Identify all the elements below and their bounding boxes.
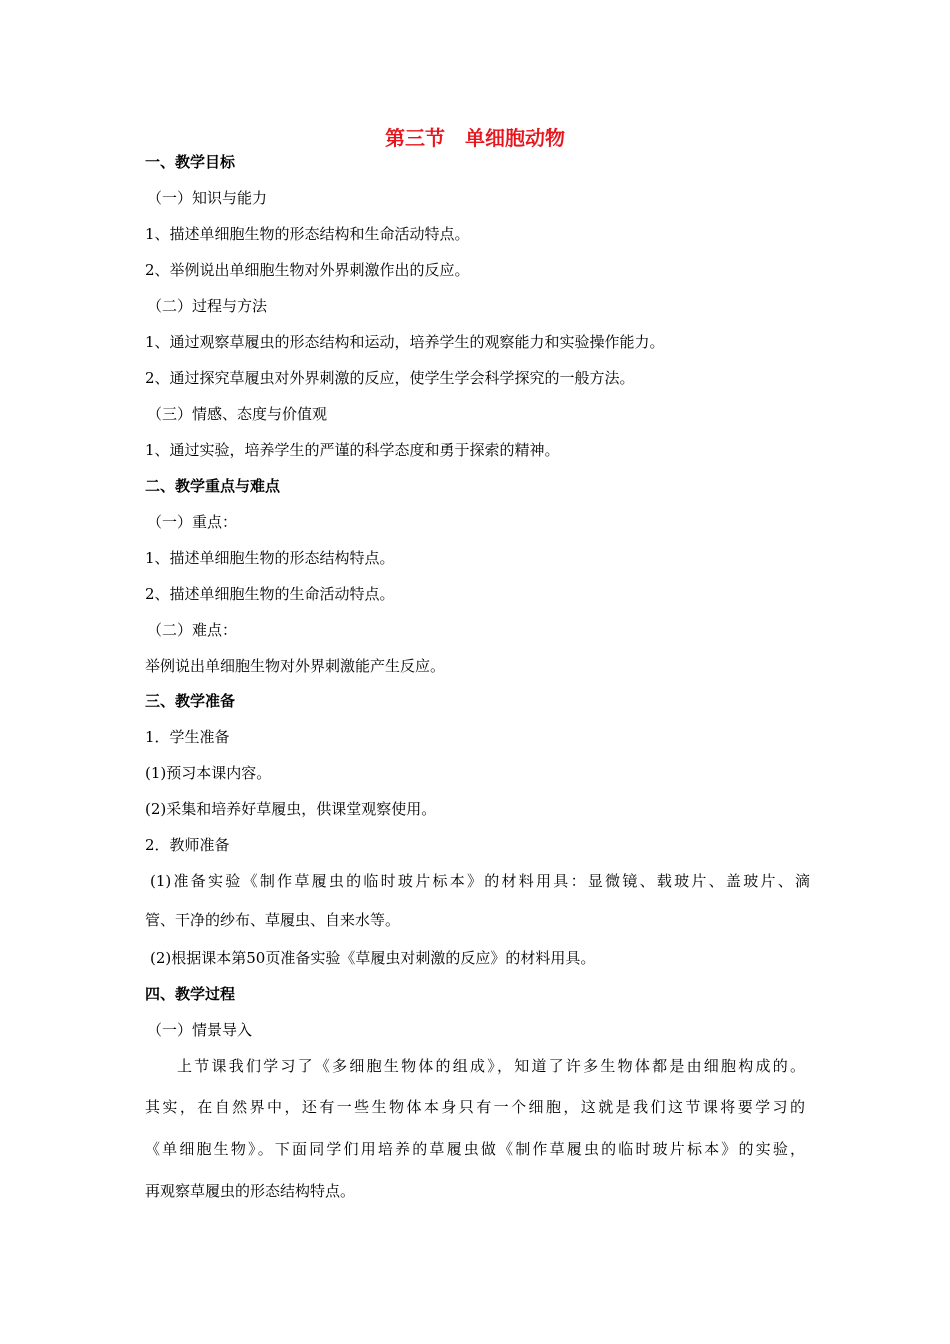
paragraph-line: 2、举例说出单细胞生物对外界刺激作出的反应。 [145,261,470,279]
paragraph-line: 其实，在自然界中，还有一些生物体本身只有一个细胞，这就是我们这节课将要学习的 [145,1098,805,1116]
section-heading-preparation: 三、教学准备 [145,692,236,710]
subheading-difficulty: （二）难点： [147,621,238,639]
section-heading-focus: 二、教学重点与难点 [145,477,281,495]
subheading-process: （二）过程与方法 [147,297,268,315]
paragraph-line: 再观察草履虫的形态结构特点。 [145,1182,356,1200]
subheading-attitude: （三）情感、态度与价值观 [147,405,328,423]
subheading-knowledge: （一）知识与能力 [147,189,268,207]
paragraph-line: 《单细胞生物》。下面同学们用培养的草履虫做《制作草履虫的临时玻片标本》的实验， [145,1140,805,1158]
paragraph-line: 管、干净的纱布、草履虫、自来水等。 [145,911,401,929]
subheading-student-prep: 1．学生准备 [145,728,230,746]
paragraph-line: 1、描述单细胞生物的形态结构和生命活动特点。 [145,225,470,243]
subheading-key-point: （一）重点： [147,513,238,531]
subheading-intro: （一）情景导入 [147,1021,253,1039]
paragraph-line: 2、通过探究草履虫对外界刺激的反应，使学生学会科学探究的一般方法。 [145,369,635,387]
paragraph-line: 举例说出单细胞生物对外界刺激能产生反应。 [145,657,446,675]
section-heading-goals: 一、教学目标 [145,153,236,171]
paragraph-line: 1、通过观察草履虫的形态结构和运动，培养学生的观察能力和实验操作能力。 [145,333,665,351]
paragraph-line: (1)准备实验《制作草履虫的临时玻片标本》的材料用具：显微镜、载玻片、盖玻片、滴 [150,872,810,890]
paragraph-line: 2、描述单细胞生物的生命活动特点。 [145,585,395,603]
page-title: 第三节 单细胞动物 [385,126,565,150]
paragraph-line: (1)预习本课内容。 [145,764,272,782]
subheading-teacher-prep: 2．教师准备 [145,836,230,854]
section-heading-process: 四、教学过程 [145,985,236,1003]
paragraph-line: (2)采集和培养好草履虫，供课堂观察使用。 [145,800,437,818]
paragraph-line: (2)根据课本第50页准备实验《草履虫对刺激的反应》的材料用具。 [150,949,596,967]
paragraph-line: 1、描述单细胞生物的形态结构特点。 [145,549,395,567]
paragraph-line: 1、通过实验，培养学生的严谨的科学态度和勇于探索的精神。 [145,441,560,459]
paragraph-line: 上节课我们学习了《多细胞生物体的组成》，知道了许多生物体都是由细胞构成的。 [177,1057,805,1075]
